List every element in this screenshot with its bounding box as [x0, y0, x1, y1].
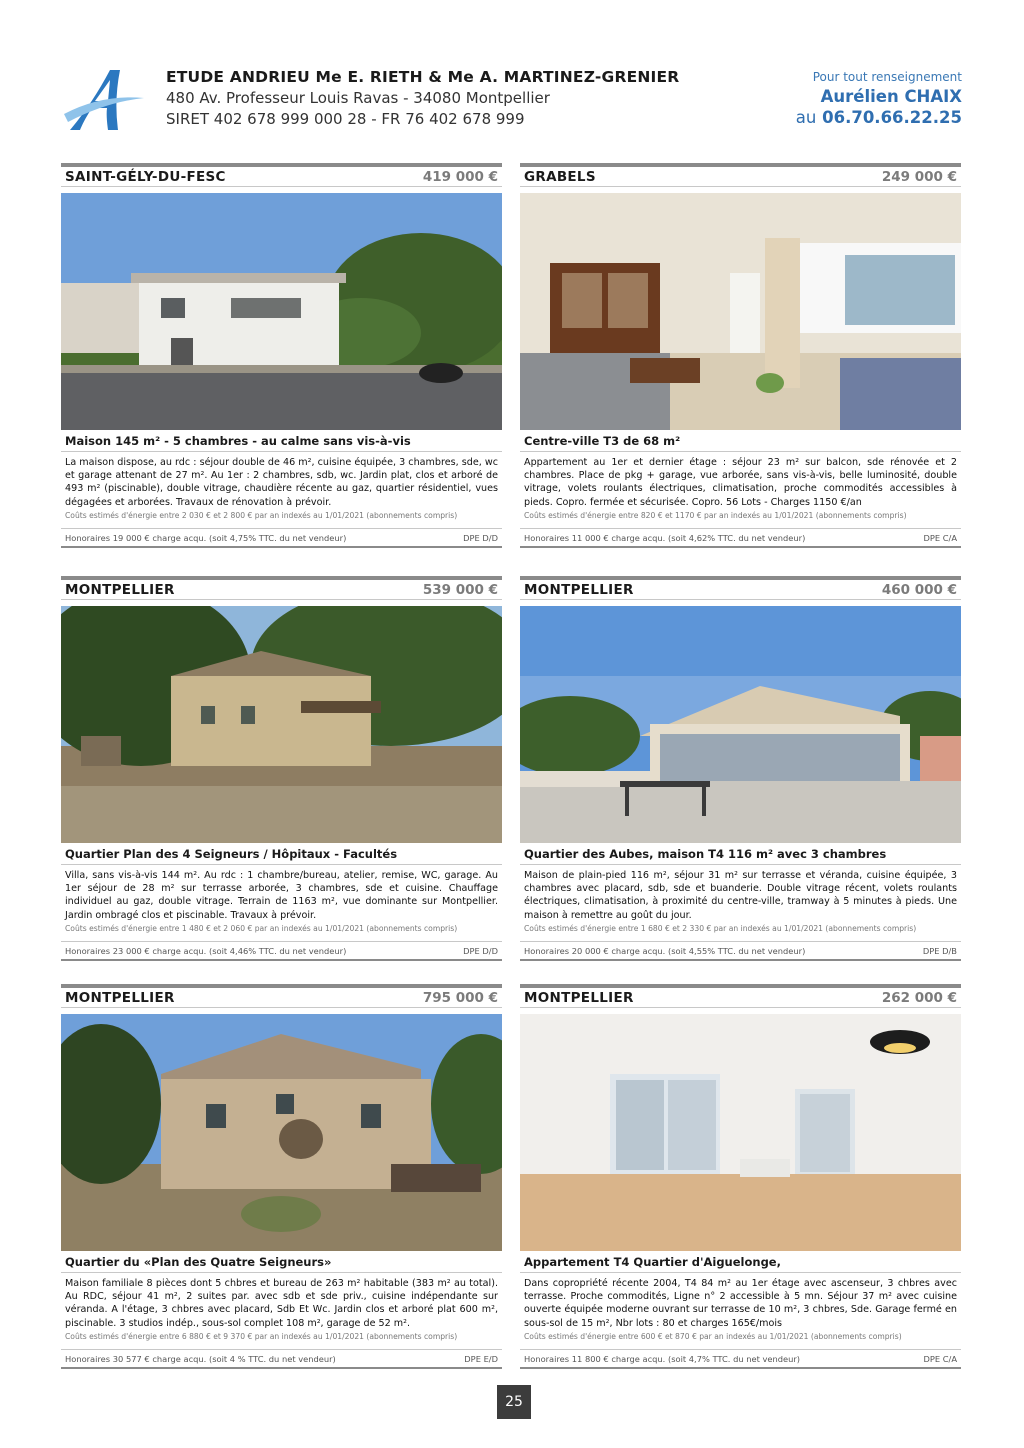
listing-fees: Honoraires 11 800 € charge acqu. (soit 4,7% TTC. du net vendeur)	[524, 1353, 801, 1364]
listing-footer	[61, 1349, 502, 1369]
agency-address: 480 Av. Professeur Louis Ravas - 34080 Montpellier	[166, 89, 550, 107]
listing-footer	[520, 941, 961, 961]
listing-price: 262 000 €	[881, 989, 957, 1006]
listing-dpe: DPE D/D	[463, 532, 498, 543]
page-header	[62, 62, 962, 142]
listing-city: GRABELS	[524, 168, 596, 185]
listing-card	[61, 163, 502, 551]
listing-energy: Coûts estimés d'énergie entre 6 880 € et 9 370 € par an indexés au 1/01/2021 (abonnements compris)	[65, 1331, 458, 1341]
listing-photo	[520, 1014, 961, 1251]
listing-city: SAINT-GÉLY-DU-FESC	[65, 168, 226, 185]
contact-block	[796, 70, 962, 127]
listing-dpe: DPE E/D	[464, 1353, 498, 1364]
listing-heading: Centre-ville T3 de 68 m²	[520, 430, 961, 452]
listing-description-text: Dans copropriété récente 2004, T4 84 m² au 1er étage avec ascenseur, 3 chbres avec terrasse. Proche commodités, Ligne n° 2 accessible à 5 mn. Séjour 37 m² avec cuisine ouverte équipée moderne ouvrant sur terrasse de 10 m², 3 chbres, Sde. Garage fermé en sous-sol de 15 m², Nbr lots : 80 et charges 165€/mois	[524, 1278, 957, 1329]
listing-photo	[61, 1014, 502, 1251]
listing-city: MONTPELLIER	[65, 989, 175, 1006]
agency-siret: SIRET 402 678 999 000 28 - FR 76 402 678 999	[166, 110, 525, 128]
listing-heading: Maison 145 m² - 5 chambres - au calme sans vis-à-vis	[61, 430, 502, 452]
listing-price: 419 000 €	[422, 168, 498, 185]
listing-city: MONTPELLIER	[524, 989, 634, 1006]
listing-card	[520, 576, 961, 964]
listing-fees: Honoraires 20 000 € charge acqu. (soit 4,55% TTC. du net vendeur)	[524, 945, 806, 956]
listing-photo	[61, 606, 502, 843]
listing-description-text: Appartement au 1er et dernier étage : séjour 23 m² sur balcon, sde rénovée et 2 chambres. Place de pkg + garage, vue arborée, sans vis-à-vis, belle luminosité, double vitrage, volets roulants électriques, climatisation, proche commodités accessibles à pieds. Copro. fermée et sécurisée. Copro. 56 Lots - Charges 1150 €/an	[524, 457, 957, 508]
listing-price: 249 000 €	[881, 168, 957, 185]
listing-energy: Coûts estimés d'énergie entre 600 € et 870 € par an indexés au 1/01/2021 (abonnements compris)	[524, 1331, 902, 1341]
listing-fees: Honoraires 19 000 € charge acqu. (soit 4,75% TTC. du net vendeur)	[65, 532, 347, 543]
listing-footer	[520, 528, 961, 548]
listing-photo	[520, 606, 961, 843]
listing-description	[520, 452, 961, 527]
listing-fees: Honoraires 30 577 € charge acqu. (soit 4 % TTC. du net vendeur)	[65, 1353, 336, 1364]
listing-card	[520, 984, 961, 1372]
contact-name: Aurélien CHAIX	[820, 87, 962, 106]
contact-phone-prefix: au	[795, 108, 817, 127]
listing-energy: Coûts estimés d'énergie entre 1 680 € et 2 330 € par an indexés au 1/01/2021 (abonnements compris)	[524, 923, 917, 933]
listing-footer	[520, 1349, 961, 1369]
listing-description	[520, 1273, 961, 1348]
listing-heading: Appartement T4 Quartier d'Aiguelonge,	[520, 1251, 961, 1273]
listing-description-text: Maison de plain-pied 116 m², séjour 31 m² sur terrasse et véranda, cuisine équipée, 3 chambres avec placard, sdb, sde et buanderie. Double vitrage récent, volets roulants électriques, climatisation, à proximité du centre-ville, tramway à 5 minutes à pieds. Une maison à remettre au goût du jour.	[524, 870, 957, 921]
listing-footer	[61, 941, 502, 961]
listing-dpe: DPE C/A	[923, 1353, 957, 1364]
listing-energy: Coûts estimés d'énergie entre 820 € et 1170 € par an indexés au 1/01/2021 (abonnements compris)	[524, 510, 907, 520]
listing-fees: Honoraires 23 000 € charge acqu. (soit 4,46% TTC. du net vendeur)	[65, 945, 347, 956]
page-number: 25	[497, 1385, 531, 1419]
listing-description-text: Villa, sans vis-à-vis 144 m². Au rdc : 1 chambre/bureau, atelier, remise, WC, garage. Au 1er séjour de 28 m² sur terrasse arborée, 3 chambres, sde et cuisine. Chauffage individuel au gaz, double vitrage. Terrain de 1163 m², vue dominante sur Montpellier. Jardin ombragé clos et piscinable. Travaux à prévoir.	[65, 870, 498, 921]
listing-card	[520, 163, 961, 551]
listing-description-text: La maison dispose, au rdc : séjour double de 46 m², cuisine équipée, 3 chambres, sde, wc et garage attenant de 27 m². Au 1er : 2 chambres, sdb, wc. Jardin plat, clos et arboré de 493 m² (piscinable), double vitrage, chaudière récente au gaz, quartier résidentiel, vues dégagées et arborées. Travaux de rénovation à prévoir.	[65, 457, 498, 508]
contact-phone-line	[796, 108, 962, 127]
listing-footer	[61, 528, 502, 548]
listing-price: 460 000 €	[881, 581, 957, 598]
listing-energy: Coûts estimés d'énergie entre 1 480 € et 2 060 € par an indexés au 1/01/2021 (abonnements compris)	[65, 923, 458, 933]
listing-card	[61, 576, 502, 964]
listing-photo	[61, 193, 502, 430]
listing-description	[61, 1273, 502, 1348]
listing-dpe: DPE D/D	[463, 945, 498, 956]
agency-logo	[62, 64, 146, 136]
listing-description	[61, 452, 502, 527]
listing-photo	[520, 193, 961, 430]
contact-phone[interactable]: 06.70.66.22.25	[822, 108, 962, 127]
listing-description	[520, 865, 961, 940]
listing-description	[61, 865, 502, 940]
listing-dpe: DPE C/A	[923, 532, 957, 543]
listing-price: 795 000 €	[422, 989, 498, 1006]
listing-card	[61, 984, 502, 1372]
listing-heading: Quartier Plan des 4 Seigneurs / Hôpitaux - Facultés	[61, 843, 502, 865]
listing-heading: Quartier du «Plan des Quatre Seigneurs»	[61, 1251, 502, 1273]
listing-description-text: Maison familiale 8 pièces dont 5 chbres et bureau de 263 m² habitable (383 m² au total). Au RDC, séjour 41 m², 2 suites par. avec sdb et sde priv., cuisine indépendante sur véranda. A l'étage, 3 chbres avec placard, Sdb Et Wc. Jardin clos et arboré plat 600 m², piscinable. 3 studios indép., sous-sol complet 108 m², garage de 52 m².	[65, 1278, 498, 1329]
listing-fees: Honoraires 11 000 € charge acqu. (soit 4,62% TTC. du net vendeur)	[524, 532, 806, 543]
agency-name: ETUDE ANDRIEU Me E. RIETH & Me A. MARTINEZ-GRENIER	[166, 68, 680, 86]
contact-label: Pour tout renseignement	[812, 70, 962, 84]
listing-heading: Quartier des Aubes, maison T4 116 m² avec 3 chambres	[520, 843, 961, 865]
listing-price: 539 000 €	[422, 581, 498, 598]
listing-energy: Coûts estimés d'énergie entre 2 030 € et 2 800 € par an indexés au 1/01/2021 (abonnements compris)	[65, 510, 458, 520]
listing-city: MONTPELLIER	[524, 581, 634, 598]
listing-dpe: DPE D/B	[922, 945, 957, 956]
listing-city: MONTPELLIER	[65, 581, 175, 598]
